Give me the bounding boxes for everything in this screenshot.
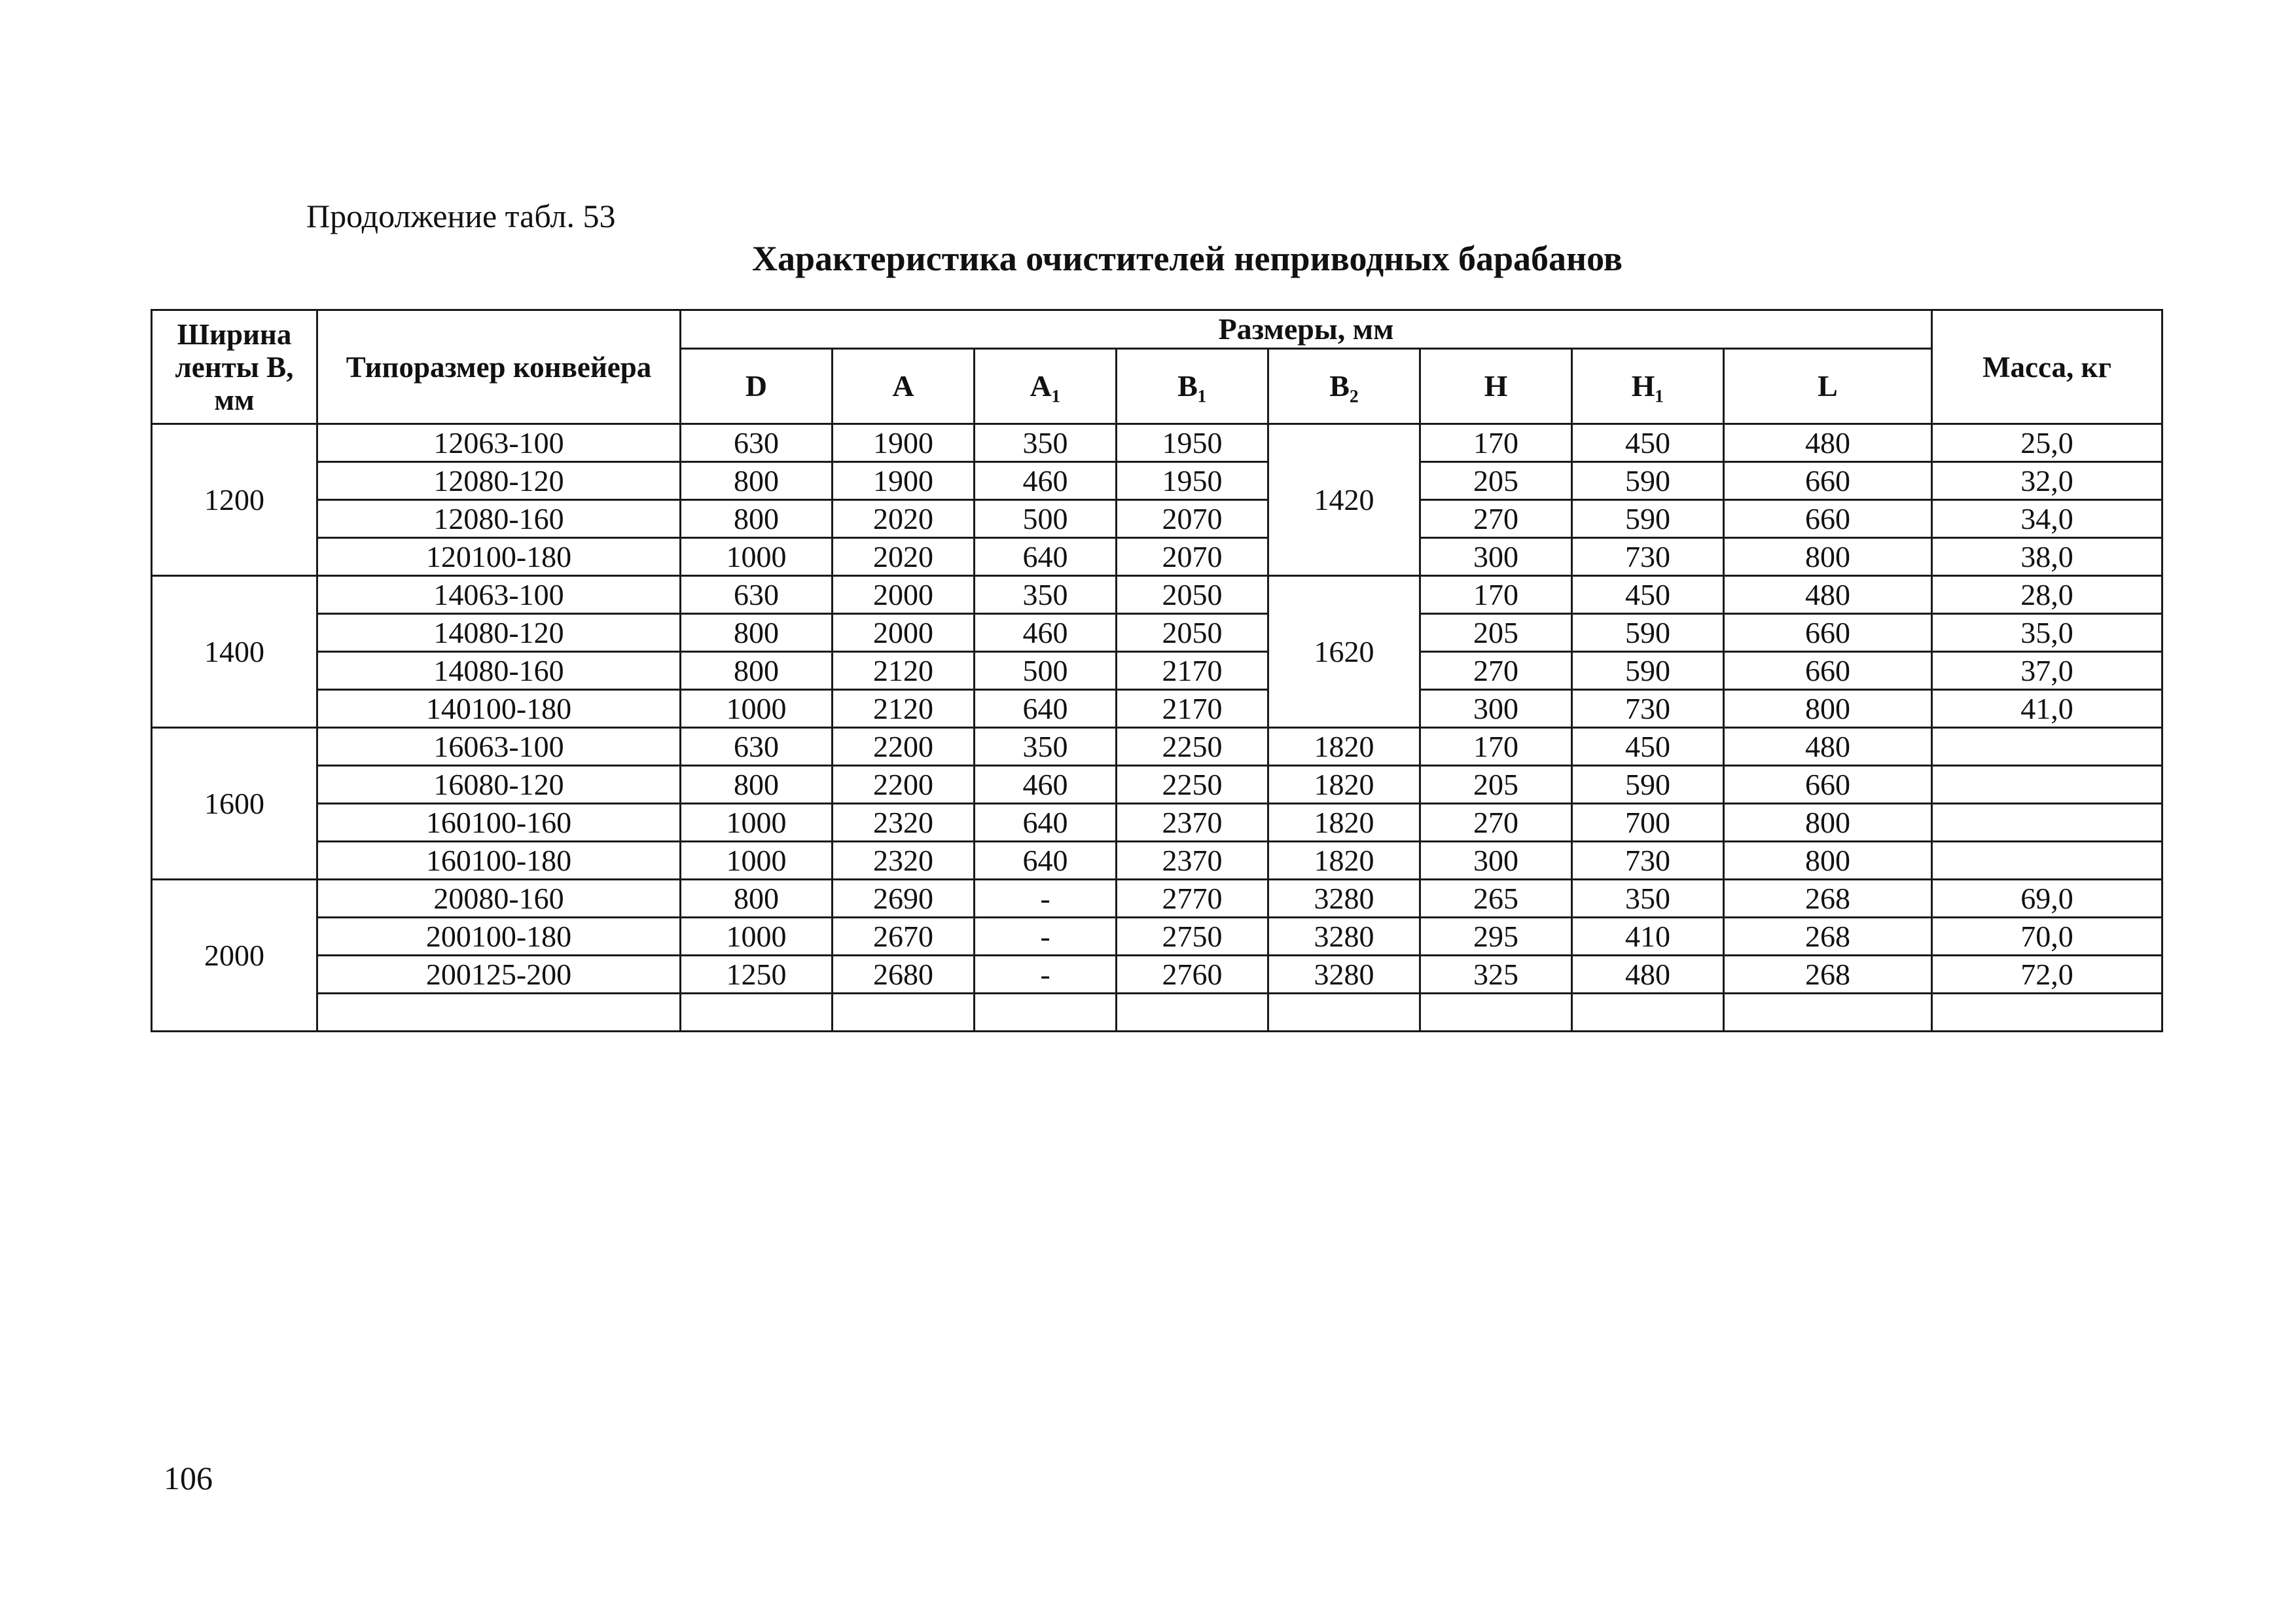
b2-cell: 1820 [1268, 842, 1420, 880]
b1-cell: 2750 [1117, 918, 1268, 956]
table-row [152, 614, 2162, 652]
h1-cell: 590 [1572, 652, 1724, 690]
b1-cell: 2050 [1117, 576, 1268, 614]
l-cell: 660 [1724, 614, 1932, 652]
mass-cell [1932, 842, 2162, 880]
a-cell: 1900 [833, 462, 975, 500]
a1-cell: 640 [975, 804, 1117, 842]
header-dim-a: A [833, 349, 975, 424]
b2-cell: 1620 [1268, 576, 1420, 728]
type-cell: 12080-160 [317, 500, 681, 538]
header-dim-h: H [1420, 349, 1572, 424]
a-cell [833, 994, 975, 1032]
a-cell: 2320 [833, 842, 975, 880]
type-cell: 14080-120 [317, 614, 681, 652]
header-conveyor-type: Типоразмер конвейера [317, 310, 681, 424]
a-cell: 2200 [833, 728, 975, 766]
page-number: 106 [164, 1460, 213, 1496]
mass-cell [1932, 728, 2162, 766]
characteristics-table [151, 309, 2163, 1032]
type-cell: 16080-120 [317, 766, 681, 804]
type-cell: 160100-160 [317, 804, 681, 842]
d-cell: 1250 [681, 956, 833, 994]
belt-width-cell: 1400 [152, 576, 317, 728]
h1-cell: 590 [1572, 500, 1724, 538]
b2-cell: 1820 [1268, 804, 1420, 842]
table-row [152, 462, 2162, 500]
h-cell: 325 [1420, 956, 1572, 994]
header-dim-b2: B₂ [1268, 349, 1420, 424]
h-cell: 205 [1420, 766, 1572, 804]
header-dim-h1: H₁ [1572, 349, 1724, 424]
a1-cell: 500 [975, 500, 1117, 538]
l-cell: 660 [1724, 652, 1932, 690]
b2-cell: 1820 [1268, 766, 1420, 804]
b1-cell: 2050 [1117, 614, 1268, 652]
a1-cell: 350 [975, 424, 1117, 462]
mass-cell: 41,0 [1932, 690, 2162, 728]
table-row [152, 842, 2162, 880]
belt-width-cell: 2000 [152, 880, 317, 1032]
belt-width-cell: 1600 [152, 728, 317, 880]
header-dim-d: D [681, 349, 833, 424]
h-cell: 205 [1420, 614, 1572, 652]
d-cell: 800 [681, 766, 833, 804]
l-cell: 268 [1724, 918, 1932, 956]
a-cell: 2120 [833, 690, 975, 728]
table-row [152, 956, 2162, 994]
l-cell: 268 [1724, 880, 1932, 918]
a-cell: 2200 [833, 766, 975, 804]
h1-cell: 350 [1572, 880, 1724, 918]
type-cell: 14063-100 [317, 576, 681, 614]
mass-cell [1932, 766, 2162, 804]
header-belt-width: Ширина ленты B, мм [152, 310, 317, 424]
d-cell: 630 [681, 728, 833, 766]
header-dimensions: Размеры, мм [681, 310, 1932, 349]
table-row [152, 424, 2162, 462]
h1-cell: 590 [1572, 614, 1724, 652]
b2-cell: 1420 [1268, 424, 1420, 576]
d-cell: 1000 [681, 690, 833, 728]
a-cell: 2120 [833, 652, 975, 690]
d-cell: 800 [681, 614, 833, 652]
a1-cell: 350 [975, 576, 1117, 614]
b1-cell: 2170 [1117, 652, 1268, 690]
d-cell: 1000 [681, 918, 833, 956]
h1-cell: 450 [1572, 576, 1724, 614]
h1-cell: 730 [1572, 842, 1724, 880]
header-mass: Масса, кг [1932, 310, 2162, 424]
table-row [152, 804, 2162, 842]
header-dim-b1: B₁ [1117, 349, 1268, 424]
a-cell: 1900 [833, 424, 975, 462]
mass-cell: 38,0 [1932, 538, 2162, 576]
h-cell: 270 [1420, 804, 1572, 842]
mass-cell [1932, 994, 2162, 1032]
header-dim-a1: A₁ [975, 349, 1117, 424]
mass-cell: 25,0 [1932, 424, 2162, 462]
d-cell: 1000 [681, 804, 833, 842]
type-cell: 120100-180 [317, 538, 681, 576]
h1-cell: 590 [1572, 462, 1724, 500]
b1-cell: 1950 [1117, 424, 1268, 462]
h1-cell: 450 [1572, 424, 1724, 462]
h1-cell [1572, 994, 1724, 1032]
b1-cell: 2070 [1117, 500, 1268, 538]
h-cell: 295 [1420, 918, 1572, 956]
d-cell: 800 [681, 500, 833, 538]
mass-cell: 32,0 [1932, 462, 2162, 500]
a1-cell: 640 [975, 690, 1117, 728]
d-cell: 800 [681, 652, 833, 690]
h1-cell: 730 [1572, 690, 1724, 728]
characteristics-table-container [151, 309, 2163, 1032]
table-body [152, 424, 2162, 1032]
mass-cell: 70,0 [1932, 918, 2162, 956]
a-cell: 2320 [833, 804, 975, 842]
b1-cell: 2760 [1117, 956, 1268, 994]
b1-cell [1117, 994, 1268, 1032]
table-row [152, 918, 2162, 956]
l-cell: 268 [1724, 956, 1932, 994]
table-row [152, 538, 2162, 576]
b1-cell: 2250 [1117, 728, 1268, 766]
mass-cell: 28,0 [1932, 576, 2162, 614]
type-cell: 160100-180 [317, 842, 681, 880]
h1-cell: 730 [1572, 538, 1724, 576]
table-row [152, 690, 2162, 728]
d-cell: 800 [681, 462, 833, 500]
a1-cell: 460 [975, 614, 1117, 652]
a-cell: 2670 [833, 918, 975, 956]
table-row-empty [152, 994, 2162, 1032]
type-cell: 14080-160 [317, 652, 681, 690]
a-cell: 2690 [833, 880, 975, 918]
a-cell: 2020 [833, 538, 975, 576]
type-cell: 140100-180 [317, 690, 681, 728]
h-cell: 300 [1420, 842, 1572, 880]
table-row [152, 766, 2162, 804]
a1-cell: 460 [975, 766, 1117, 804]
l-cell: 800 [1724, 804, 1932, 842]
a-cell: 2020 [833, 500, 975, 538]
b2-cell: 1820 [1268, 728, 1420, 766]
a1-cell [975, 994, 1117, 1032]
l-cell [1724, 994, 1932, 1032]
b1-cell: 2070 [1117, 538, 1268, 576]
h1-cell: 700 [1572, 804, 1724, 842]
l-cell: 480 [1724, 424, 1932, 462]
type-cell: 200100-180 [317, 918, 681, 956]
h-cell: 270 [1420, 652, 1572, 690]
h-cell: 300 [1420, 690, 1572, 728]
h1-cell: 450 [1572, 728, 1724, 766]
a1-cell: 500 [975, 652, 1117, 690]
a-cell: 2000 [833, 614, 975, 652]
l-cell: 660 [1724, 766, 1932, 804]
b1-cell: 2250 [1117, 766, 1268, 804]
type-cell: 12063-100 [317, 424, 681, 462]
b1-cell: 2170 [1117, 690, 1268, 728]
h-cell [1420, 994, 1572, 1032]
d-cell: 630 [681, 424, 833, 462]
type-cell [317, 994, 681, 1032]
mass-cell: 35,0 [1932, 614, 2162, 652]
l-cell: 800 [1724, 538, 1932, 576]
table-row [152, 652, 2162, 690]
l-cell: 660 [1724, 462, 1932, 500]
d-cell: 1000 [681, 842, 833, 880]
d-cell: 800 [681, 880, 833, 918]
l-cell: 480 [1724, 728, 1932, 766]
table-header [152, 310, 2162, 424]
b1-cell: 1950 [1117, 462, 1268, 500]
a1-cell: - [975, 956, 1117, 994]
type-cell: 20080-160 [317, 880, 681, 918]
h1-cell: 410 [1572, 918, 1724, 956]
h-cell: 170 [1420, 424, 1572, 462]
h1-cell: 590 [1572, 766, 1724, 804]
table-row [152, 576, 2162, 614]
type-cell: 16063-100 [317, 728, 681, 766]
h-cell: 170 [1420, 728, 1572, 766]
mass-cell: 34,0 [1932, 500, 2162, 538]
a1-cell: - [975, 918, 1117, 956]
b1-cell: 2770 [1117, 880, 1268, 918]
belt-width-cell: 1200 [152, 424, 317, 576]
type-cell: 200125-200 [317, 956, 681, 994]
h-cell: 170 [1420, 576, 1572, 614]
table-row [152, 728, 2162, 766]
a1-cell: 350 [975, 728, 1117, 766]
a1-cell: 640 [975, 538, 1117, 576]
l-cell: 480 [1724, 576, 1932, 614]
b1-cell: 2370 [1117, 842, 1268, 880]
a1-cell: 640 [975, 842, 1117, 880]
h-cell: 205 [1420, 462, 1572, 500]
h-cell: 300 [1420, 538, 1572, 576]
header-dim-l: L [1724, 349, 1932, 424]
h-cell: 265 [1420, 880, 1572, 918]
h1-cell: 480 [1572, 956, 1724, 994]
b2-cell [1268, 994, 1420, 1032]
l-cell: 800 [1724, 842, 1932, 880]
b1-cell: 2370 [1117, 804, 1268, 842]
table-title: Характеристика очистителей неприводных барабанов [752, 239, 1623, 278]
table-row [152, 500, 2162, 538]
b2-cell: 3280 [1268, 956, 1420, 994]
l-cell: 660 [1724, 500, 1932, 538]
l-cell: 800 [1724, 690, 1932, 728]
d-cell: 1000 [681, 538, 833, 576]
d-cell: 630 [681, 576, 833, 614]
mass-cell: 37,0 [1932, 652, 2162, 690]
a-cell: 2000 [833, 576, 975, 614]
mass-cell [1932, 804, 2162, 842]
type-cell: 12080-120 [317, 462, 681, 500]
mass-cell: 72,0 [1932, 956, 2162, 994]
a1-cell: 460 [975, 462, 1117, 500]
d-cell [681, 994, 833, 1032]
a-cell: 2680 [833, 956, 975, 994]
mass-cell: 69,0 [1932, 880, 2162, 918]
b2-cell: 3280 [1268, 880, 1420, 918]
h-cell: 270 [1420, 500, 1572, 538]
b2-cell: 3280 [1268, 918, 1420, 956]
a1-cell: - [975, 880, 1117, 918]
table-row [152, 880, 2162, 918]
table-continuation-label: Продолжение табл. 53 [306, 198, 616, 234]
